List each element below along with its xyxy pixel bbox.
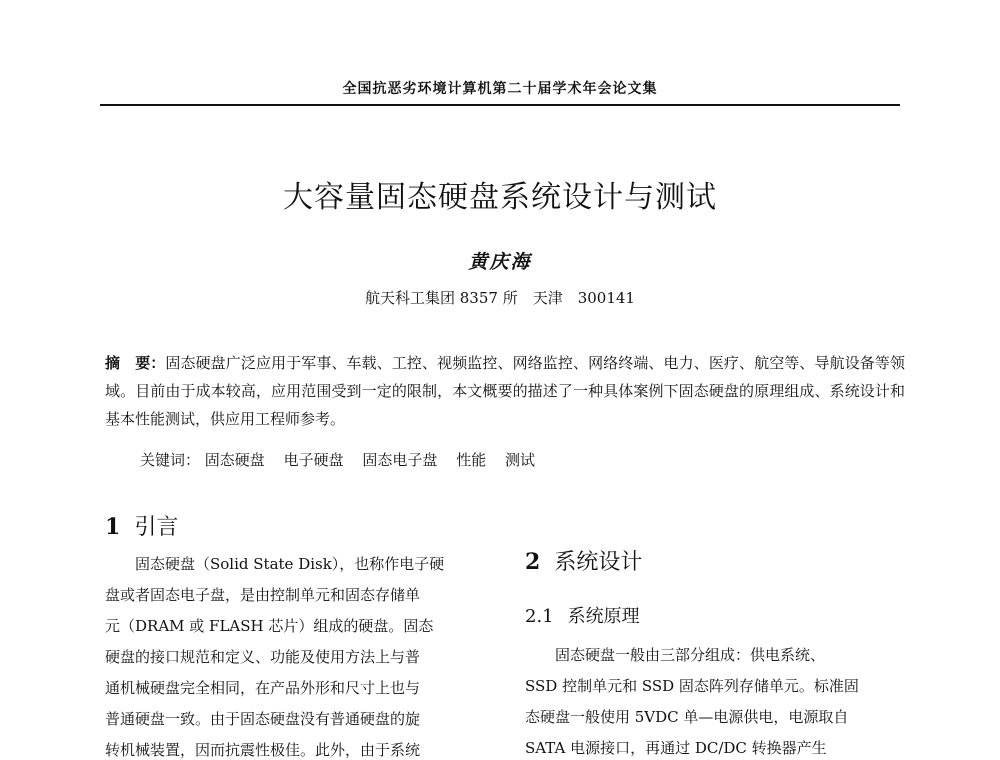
running-head: 全国抗恶劣环境计算机第二十届学术年会论文集 (342, 81, 658, 97)
body-line: 固态硬盘（Solid State Disk），也称作电子硬 (135, 555, 445, 573)
section-2-number: 2 (525, 549, 541, 575)
subsection-2-1-body (525, 640, 900, 760)
article-title: 大容量固态硬盘系统设计与测试 (283, 180, 717, 215)
header-rule (100, 104, 900, 106)
section-1-heading (105, 510, 178, 541)
keyword: 性能 (456, 451, 487, 469)
keyword: 电子硬盘 (283, 451, 344, 469)
author-affiliation: 航天科工集团 8357 所 天津 300141 (365, 289, 635, 307)
section-1-number: 1 (105, 514, 121, 540)
abstract-label: 摘 要： (105, 354, 166, 372)
body-line: 普通硬盘一致。由于固态硬盘没有普通硬盘的旋 (105, 710, 421, 728)
section-1-title: 引言 (134, 515, 179, 540)
body-line: SSD 控制单元和 SSD 固态阵列存储单元。标准固 (525, 677, 859, 695)
body-line: SATA 电源接口，再通过 DC/DC 转换器产生 (525, 739, 827, 757)
subsection-2-1-title: 系统原理 (567, 606, 640, 627)
body-line: 元（DRAM 或 FLASH 芯片）组成的硬盘。固态 (105, 617, 434, 635)
author-name: 黄庆海 (468, 251, 532, 273)
body-line: 盘或者固态电子盘，是由控制单元和固态存储单 (105, 586, 421, 604)
keyword: 固态硬盘 (204, 451, 265, 469)
body-line: 硬盘的接口规范和定义、功能及使用方法上与普 (105, 648, 421, 666)
section-2-title: 系统设计 (554, 550, 643, 575)
subsection-2-1-number: 2.1 (525, 606, 554, 627)
abstract-text: 固态硬盘广泛应用于军事、车载、工控、视频监控、网络监控、网络终端、电力、医疗、航空等、导航设备等领域。目前由于成本较高，应用范围受到一定的限制，本文概要的描述了一种具体案例下固态硬盘的原理组成、系统设计和基本性能测试，供应用工程师参考。 (105, 354, 905, 428)
keyword: 固态电子盘 (362, 451, 438, 469)
keyword: 测试 (504, 451, 535, 469)
abstract (105, 349, 905, 433)
section-2-heading (525, 545, 642, 576)
body-line: 转机械装置，因而抗震性极佳。此外，由于系统 (105, 741, 421, 759)
body-line: 固态硬盘一般由三部分组成：供电系统、 (555, 646, 826, 664)
section-1-body (105, 549, 475, 760)
subsection-2-1-heading (525, 602, 640, 628)
keywords-label: 关键词： (140, 451, 201, 469)
keywords (140, 449, 549, 470)
body-line: 态硬盘一般使用 5VDC 单—电源供电，电源取自 (525, 708, 849, 726)
body-line: 通机械硬盘完全相同，在产品外形和尺寸上也与 (105, 679, 421, 697)
